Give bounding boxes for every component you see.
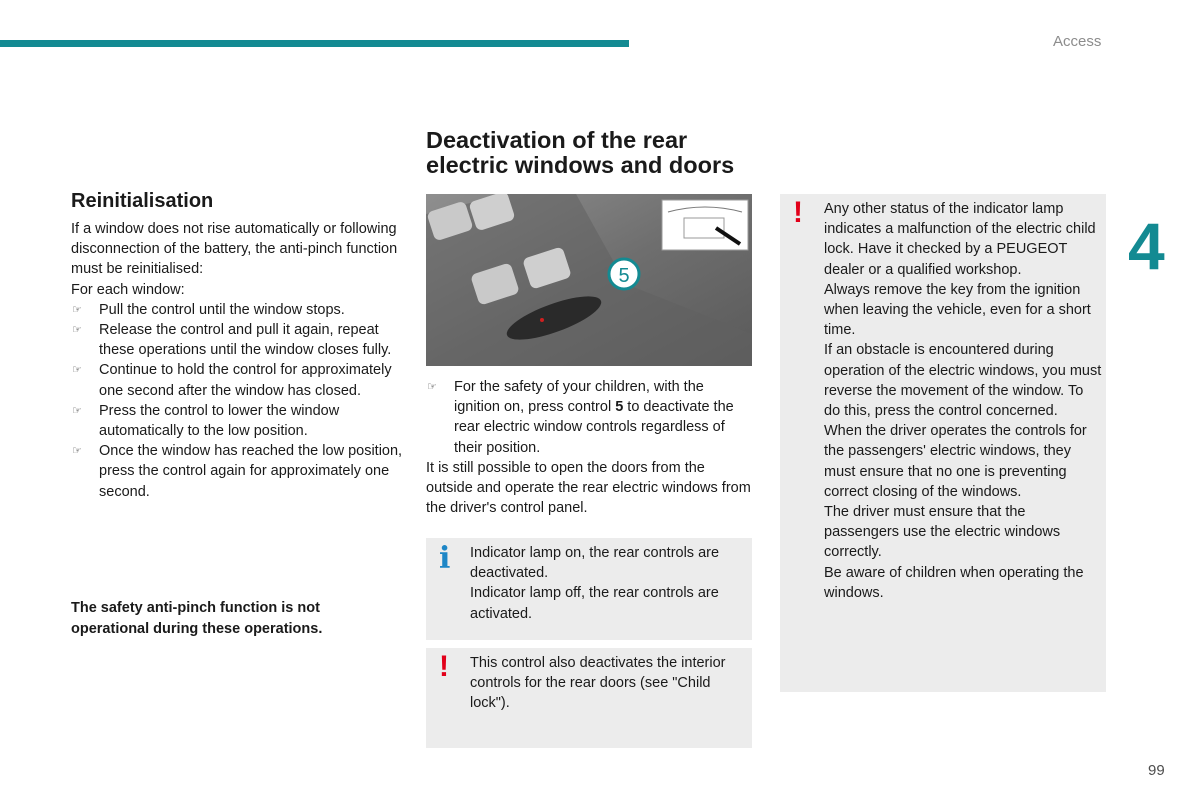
section-title: Access	[1053, 33, 1102, 50]
warning-box	[426, 648, 752, 748]
side-warning-box	[780, 194, 1106, 692]
child-lock-indicator-icon	[540, 318, 544, 322]
side-warning-paragraph: Any other status of the indicator lamp indicates a malfunction of the electric child lock. Have it checked by a PEUGEOT dealer or a qualified workshop.	[824, 201, 1096, 278]
control-reference: 5	[615, 399, 624, 416]
callout-number: 5	[618, 265, 630, 287]
info-line: Indicator lamp on, the rear controls are deactivated.	[470, 545, 720, 582]
step-item: ☞ Release the control and pull it again, repeat these operations until the window closes fully.	[71, 320, 406, 360]
side-warning-paragraph: Be aware of children when operating the windows.	[824, 564, 1084, 601]
reinitialisation-steps	[71, 300, 406, 502]
info-icon: i	[439, 541, 451, 576]
info-box-text	[470, 543, 748, 624]
for-each-window-label: For each window:	[71, 281, 185, 298]
side-warning-paragraph: When the driver operates the controls for the passengers' electric windows, they must ensure that no one is preventing correct closing of the windows.	[824, 423, 1087, 500]
deactivation-heading: Deactivation of the rear electric windows and doors	[426, 127, 735, 178]
info-box	[426, 538, 752, 640]
header-accent-bar	[0, 40, 629, 47]
door-panel-controls-photo	[426, 194, 752, 366]
side-warning-paragraph: The driver must ensure that the passengers use the electric windows correctly.	[824, 504, 1061, 561]
reinitialisation-intro: If a window does not rise automatically or following disconnection of the battery, the anti-pinch function must be reinitialised:	[71, 221, 398, 278]
warning-line: This control also deactivates the interior controls for the rear doors (see "Child lock").	[470, 655, 726, 712]
side-warning-paragraph: If an obstacle is encountered during operation of the electric windows, you must reverse the movement of the window. To do this, press the control concerned.	[824, 342, 1102, 420]
chapter-number: 4	[1128, 209, 1165, 283]
deactivation-note: It is still possible to open the doors from the outside and operate the rear electric windows from the driver's control panel.	[426, 459, 751, 517]
deactivation-steps	[426, 377, 752, 458]
inset-dashboard-diagram	[662, 200, 748, 250]
warning-icon: !	[439, 650, 449, 683]
callout-badge	[609, 259, 639, 289]
side-warning-paragraph: Always remove the key from the ignition when leaving the vehicle, even for a short time.	[824, 281, 1091, 339]
anti-pinch-warning: The safety anti-pinch function is not operational during these operations.	[71, 600, 323, 637]
page-number: 99	[1148, 762, 1165, 779]
step-item: ☞ Press the control to lower the window automatically to the low position.	[71, 401, 406, 441]
warning-box-text	[470, 653, 748, 714]
step-text: to deactivate the rear electric window controls regardless of their position.	[454, 399, 734, 456]
deactivation-section	[426, 377, 752, 518]
step-item: ☞ Once the window has reached the low position, press the control again for approximately one second.	[71, 441, 406, 502]
side-warning-text	[824, 199, 1102, 603]
step-text: For the safety of your children, with the ignition on, press control	[454, 379, 704, 416]
step-item	[426, 377, 752, 458]
info-line: Indicator lamp off, the rear controls are activated.	[470, 585, 719, 622]
step-item: ☞ Pull the control until the window stops.	[71, 300, 406, 320]
reinitialisation-heading: Reinitialisation	[71, 190, 214, 212]
warning-icon: !	[793, 196, 803, 229]
step-item: ☞ Continue to hold the control for approximately one second after the window has closed.	[71, 360, 406, 400]
reinitialisation-section	[71, 219, 406, 502]
